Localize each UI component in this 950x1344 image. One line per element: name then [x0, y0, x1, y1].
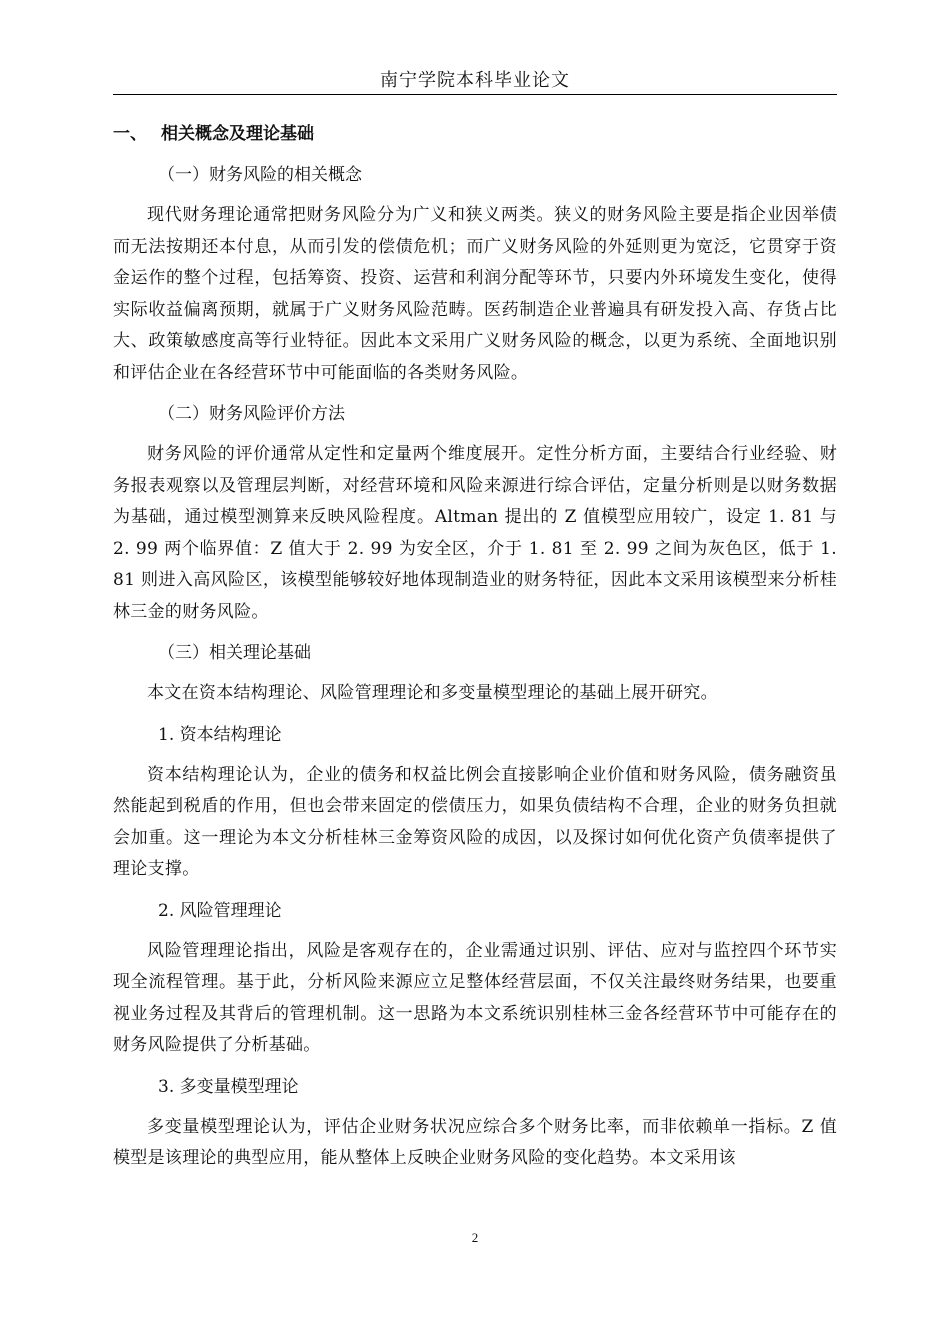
subsection-heading: （一）财务风险的相关概念: [158, 165, 362, 185]
section-title: 相关概念及理论基础: [161, 124, 314, 144]
theory-heading: 3. 多变量模型理论: [158, 1076, 299, 1097]
theory-heading: 2. 风险管理理论: [158, 900, 282, 921]
body-paragraph: 多变量模型理论认为，评估企业财务状况应综合多个财务比率，而非依赖单一指标。Z 值模型是该理论的典型应用，能从整体上反映企业财务风险的变化趋势。本文采用该: [113, 1116, 837, 1168]
body-paragraph: 现代财务理论通常把财务风险分为广义和狭义两类。狭义的财务风险主要是指企业因举债而无法按期还本付息，从而引发的偿债危机；而广义财务风险的外延则更为宽泛，它贯穿于资金运作的整个过程，包括筹资、投资、运营和利润分配等环节，只要内外环境发生变化，使得实际收益偏离预期，就属于广义财务风险范畴。医药制造企业普遍具有研发投入高、存货占比大、政策敏感度高等行业特征。因此本文采用广义财务风险的概念，以更为系统、全面地识别和评估企业在各经营环节中可能面临的各类财务风险。: [113, 205, 837, 383]
page-header-title: 南宁学院本科毕业论文: [380, 70, 570, 91]
section-heading: [113, 120, 837, 148]
page-number: 2: [471, 1230, 479, 1245]
page-body: [113, 120, 837, 1175]
body-paragraph: 财务风险的评价通常从定性和定量两个维度展开。定性分析方面，主要结合行业经验、财务报表观察以及管理层判断，对经营环境和风险来源进行综合评估，定量分析则是以财务数据为基础，通过模型测算来反映风险程度。Altman 提出的 Z 值模型应用较广，设定 1. 81 与 2. 99 两个临界值：Z 值大于 2. 99 为安全区，介于 1. 81 至 2. 99 之间为灰色区，低于 1. 81 则进入高风险区，该模型能够较好地体现制造业的财务特征，因此本文采用该模型来分析桂林三金的财务风险。: [113, 444, 837, 622]
section-number: 一、: [113, 124, 147, 144]
body-paragraph: 风险管理理论指出，风险是客观存在的，企业需通过识别、评估、应对与监控四个环节实现全流程管理。基于此，分析风险来源应立足整体经营层面，不仅关注最终财务结果，也要重视业务过程及其背后的管理机制。这一思路为本文系统识别桂林三金各经营环节中可能存在的财务风险提供了分析基础。: [113, 940, 837, 1055]
subsection-heading: （三）相关理论基础: [158, 643, 311, 663]
header-divider: [113, 94, 837, 95]
body-paragraph: 资本结构理论认为，企业的债务和权益比例会直接影响企业价值和财务风险，债务融资虽然能起到税盾的作用，但也会带来固定的偿债压力，如果负债结构不合理，企业的财务负担就会加重。这一理论为本文分析桂林三金筹资风险的成因，以及探讨如何优化资产负债率提供了理论支撑。: [113, 764, 837, 879]
theory-heading: 1. 资本结构理论: [158, 724, 282, 745]
subsection-heading: （二）财务风险评价方法: [158, 404, 345, 424]
body-paragraph: 本文在资本结构理论、风险管理理论和多变量模型理论的基础上展开研究。: [147, 683, 718, 703]
